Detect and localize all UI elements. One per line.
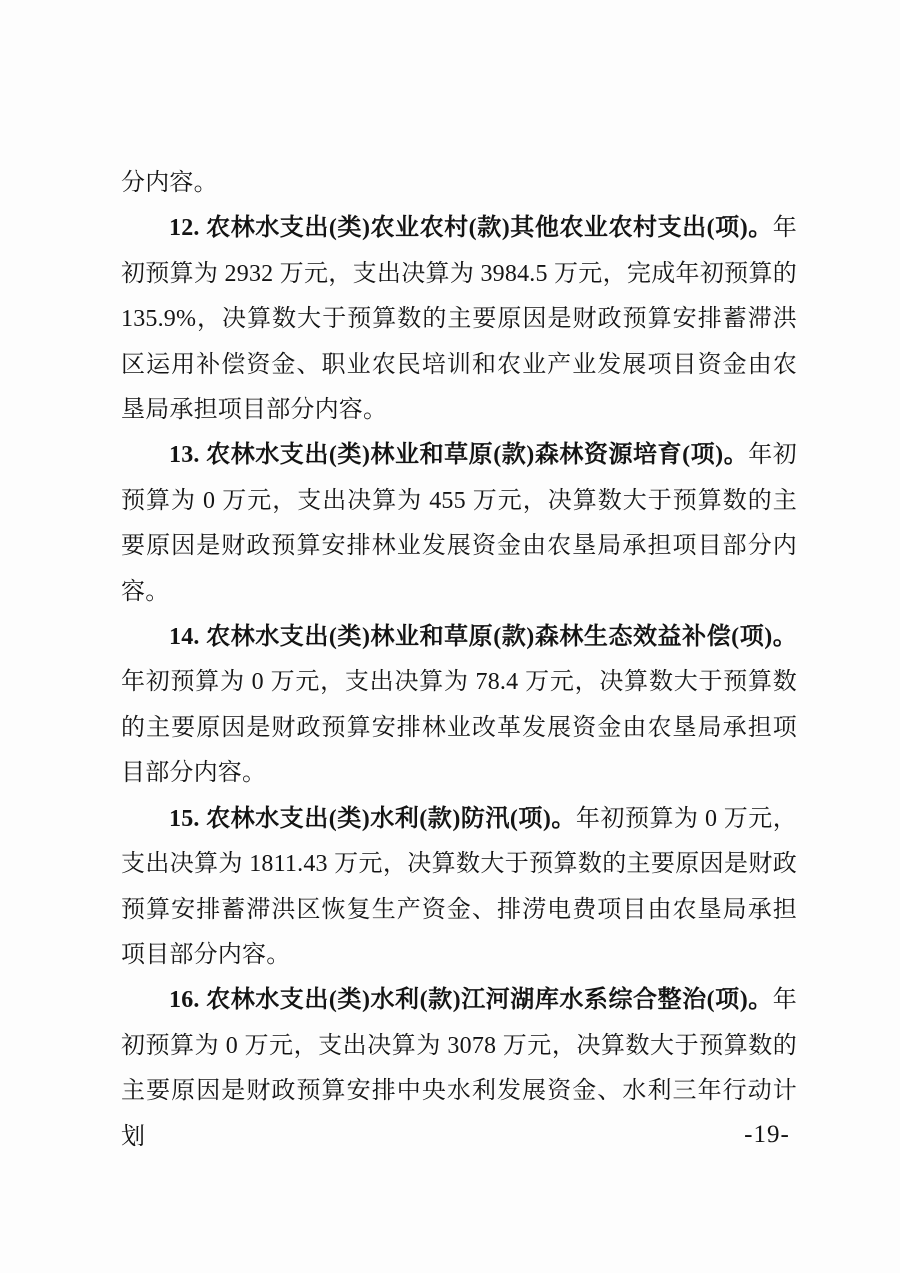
page-number: -19- [744, 1121, 790, 1148]
item-13-heading: 13. 农林水支出(类)林业和草原(款)森林资源培育(项)。 [169, 442, 749, 469]
item-16-body: 年初预算为 0 万元，支出决算为 3078 万元，决算数大于预算数的主要原因是财政预算安排中央水利发展资金、水利三年行动计划 [121, 987, 797, 1150]
item-12-heading: 12. 农林水支出(类)农业农村(款)其他农业农村支出(项)。 [169, 215, 773, 242]
paragraph-item-15 [121, 797, 797, 979]
item-16-heading: 16. 农林水支出(类)水利(款)江河湖库水系综合整治(项)。 [169, 987, 773, 1014]
item-14-body: 年初预算为 0 万元，支出决算为 78.4 万元，决算数大于预算数的主要原因是财政预算安排林业改革发展资金由农垦局承担项目部分内容。 [121, 669, 797, 787]
document-body [121, 161, 797, 1160]
item-13-body: 年初预算为 0 万元，支出决算为 455 万元，决算数大于预算数的主要原因是财政预算安排林业发展资金由农垦局承担项目部分内容。 [121, 442, 797, 605]
paragraph-item-16 [121, 978, 797, 1160]
paragraph-item-12 [121, 206, 797, 433]
item-15-body: 年初预算为 0 万元，支出决算为 1811.43 万元，决算数大于预算数的主要原因是财政预算安排蓄滞洪区恢复生产资金、排涝电费项目由农垦局承担项目部分内容。 [121, 805, 797, 968]
item-12-body: 年初预算为 2932 万元，支出决算为 3984.5 万元，完成年初预算的 135.9%，决算数大于预算数的主要原因是财政预算安排蓄滞洪区运用补偿资金、职业农民培训和农业产业发展项目资金由农垦局承担项目部分内容。 [121, 215, 797, 424]
paragraph-item-14 [121, 615, 797, 797]
paragraph-item-13 [121, 433, 797, 615]
item-14-heading: 14. 农林水支出(类)林业和草原(款)森林生态效益补偿(项)。 [169, 624, 797, 651]
item-15-heading: 15. 农林水支出(类)水利(款)防汛(项)。 [169, 805, 576, 832]
paragraph-continuation: 分内容。 [121, 170, 218, 196]
